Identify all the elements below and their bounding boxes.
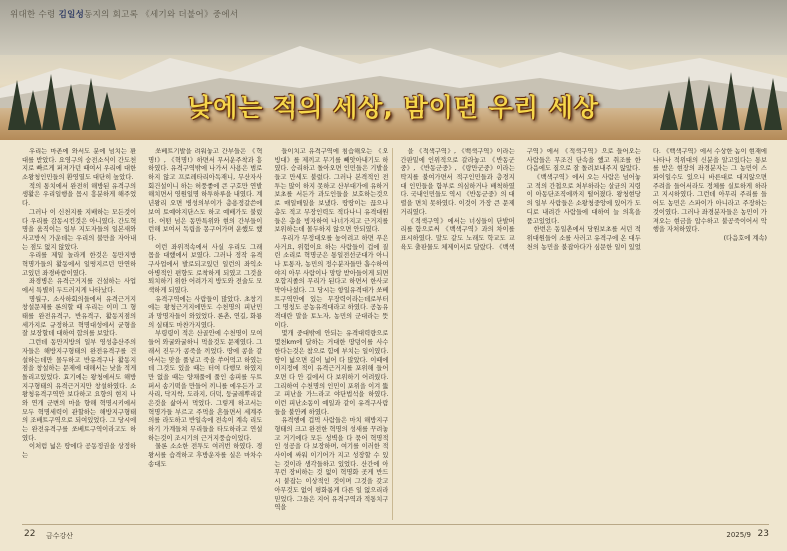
footer-rule <box>22 524 769 525</box>
paragraph: 이처럼 넓은 땅에다 공동정권을 상정하는 <box>22 443 137 460</box>
paragraph: 《백색구역》에서 오는 사람은 넘어놓고 적의 간첩으로 처부하라는 살균의 지령이 아동단조직에까지 떨어졌다. 왕청현당의 일부 사람들은 소왕청중앙에 있어가 도디로 내려간 사람들에 대하여 늘 의혹을 품고있었다. <box>526 174 641 225</box>
leader-name: 김일성 <box>58 10 85 20</box>
text-column-3 <box>274 148 388 520</box>
paragraph: 한번은 동일촌에서 당원보초를 서던 적위대원들이 소를 사러고 유격구에 온 대두천의 농민을 불잡아다가 심문한 일이 있었다. 《백색구역》에서 수상한 놈이 현재에 나타나 적위대의 신분을 알고있다는 통보를 받은 현장의 좌경분자는 그 농민이 스파이일수도 있으니 바른대로 대지않으면 주려을 들어서라도 정체를 실토하게 하라고 지시하였다. 그런데 아무리 주리를 들어도 농민은 스파이가 아니라고 주장하는 것이였다. 그러나 좌경분자들은 농민이 가져오는 현금을 압수하고 불공죽이어서 악행을 자처하였다. <box>526 148 767 251</box>
article-title: 낮에는 적의 세상, 밤이면 우리 세상 <box>187 93 600 122</box>
paragraph: 우리를 제일 놀라게 한것은 동만지방 혁명가들의 활동에서 일떵지르던 만연하고있던 좌경바람이였다. <box>22 252 137 277</box>
paragraph: 우리가 무정대오를 높이려고 하면 푸은 사거요, 위험이요 하는 사람들이 겁에 질린 소리로 혁명군은 통일전선군대가 아니나 토통자, 농민의 정수분자들만 흡수하여야지 아무 사람이나 망탕 받아들이게 되면 오합지졸의 무리가 된다고 하면서 한사코 막아나섰다. 그 당시는 항일유격대가 쏘베트구역안에 있는 무장력이라는데로부터 그 명칭도 공농유격대라고 하였다. 공농유격대란 말을 토노자, 농민의 군대라는 뜻이다. <box>274 234 389 329</box>
paragraph: 부령령이 적은 산골안에 수천명이 모여들어 와굴와굴하니 먹을것도 문제였다. 그래서 진두가 콩죽을 끼었다. 땅에 콩을 갈아서는 맞을 풀넣고 죽을 쑤어먹고 하였는데 그것도 있을 때는 터여 다행모 하였지만 없을 때는 양채풀에 풀인 송피를 두트퍼서 송기떡을 만들어 끼니를 에우든가 고사리, 닥지싹, 도라지, 더덕, 둥굴레뿌리같은것을 삶아서 먹었다. 그렇게 하고서는 혁명가들 부르고 주먹을 흔들면서 세계주의를 라도하고 반일속에 전속이 계속 리도하기 가계들쳐 무리들을 타도하라고 연설하는것이 조시기의 근거지풍습이었다. <box>148 330 263 442</box>
continued-note: (다음호에 계속) <box>723 234 767 242</box>
header-rest: 동지의 회고록 《세기와 더불어》중에서 <box>84 10 239 20</box>
magazine-name: 금수강산 <box>46 532 74 540</box>
paragraph: 그런데 동만지방의 일부 영성총산주의자들은 해방지구형태의 완전유격구를 건설하는데만 몰두하고 반유격구나 활동지점을 창설하는 문제에 대해서는 낮을 적게 돌리고있었다. 효기에는 왕청에서도 해방지구형태의 유격근거지만 창설하였다. 소왕청유격구역안 보다하고 요향의 현지 나와 연개 군변의 마을 향해 혁명시키에서 모두 혁명세력이 관할하는 해방지구형태의 조배트구역으로 되여있었다. 그 당시에는 완전유격구를 쏘베트구역이라고도 하였다. <box>22 339 137 442</box>
page-gutter <box>392 148 393 520</box>
paragraph: 그러나 이 신천지를 지배하는 모든것이 다 우리를 감동시킨것은 아니였다. 간도혁명을 움직이는 일부 지도자들의 일본새와 사고방식 가운데는 우리의 불만을 자아내는 점도 없지 않았다. <box>22 208 137 251</box>
paragraph: 들이치고 유격구역에 침습해오는 《오빙대》를 제끼고 무기를 빼앗아내기도 하였다. 승리하고 돌아오면 인민들은 기발을 들고 만세도 불렀다. 그러나 본격적인 전투는 많이 하지 못하고 산부대가에 유하거 보초를 서든가 과도인들을 보호하는것으로 매일매일을 보냈다. 땅땅이는 끊으나 총도 적고 무장인력도 적다나니 유격대원들은 총을 빙자하여 나너가지고 근거지를 보위하는데 몰두하지 않으면 안되였다. <box>274 148 389 234</box>
page-number-right: 23 <box>757 529 769 539</box>
paragraph: 유격구역에는 사람들이 많았다. 초창기에는 왕청근거지에만도 수천명의 피난민과 망명자들이 와있었다. 론촌, 연길, 화룡의 실태도 마찬가지였다. <box>148 295 263 329</box>
paragraph: 《적색구역》에서는 너싱들이 단발머리를 함으로써 《백색구역》과의 차이를 표시하였다. 말도 같도 노래도 학교도 교육도 출판물도 체제이서로 달랐다. 《백색구역》에서 《적색구역》으로 들어오는 사람들은 무조건 단속을 했고 취조를 한 다음에도 질으로 잘 돌려보내주지 않았다. <box>400 148 641 251</box>
paragraph: 명월구, 소사하회의들에서 유격근거지창설문제를 론의할 때 우리는 이미 그 형태를 완전유격구, 반유격구, 활동지점의 세가지로 규정하고 혁명대성에서 균형을 잘 보장할데 대하여 합의를 보았다. <box>22 295 137 338</box>
article-body <box>22 148 767 520</box>
text-column-1 <box>22 148 136 520</box>
paragraph: 좌경병은 유격근거지를 건설하는 사업에서 특별히 두드러지게 나타났다. <box>22 278 137 294</box>
page-footer <box>0 522 787 551</box>
text-column-4 <box>400 148 767 520</box>
header-lead: 위대한 수령 <box>10 10 56 20</box>
paragraph: 몇개 중대밖에 안되는 유격대력량으로 몇천km에 달하는 거대한 땅덩이를 사수한다는것은 참으로 힘에 부치는 일이였다. 땅이 넓으면 길이 넓어 다 많았다. 이때에 이지정에 적이 유격근거지를 포위해 들어오면 다 안 길에서 다 보위하기 어려웠다. 그리하여 수천명의 인민이 포위을 이겨 뚫고 피난을 가느라고 야단법석을 하였다. 이런 피난소동이 예일과 같이 유격구사람들을 불안케 하였다. <box>274 330 389 416</box>
page-number-left: 22 <box>24 529 36 539</box>
paragraph: 이런 좌위적속에서 사실 우리도 그래 몹을 대했에서 보였다. 그러나 정작 유격구사업에서 발로되고있던 일런의 좌익소아병적인 편향도 로착하게 되였고 그것을 퇴치하기 위한 어려가지 방도와 전술도 모색하게 되였다. <box>148 243 263 294</box>
paragraph: 을 《적색구역》, 《백색구역》이라는 간판밑에 인위적으로 갈라놓고 《반동군중》, 《반동군중》, 《랑만군중》이라는 딱지를 불여가면서 적구인민들과 층경지대 인민들을 함부로 의심하거나 배척하였다. 국내인민들도 역시 《반동군중》의 대렬을 면치 못하였다. 이것이 가장 큰 문제거리였다. <box>400 148 515 216</box>
header-caption <box>10 8 238 20</box>
paragraph: 쏘베트기발을 려워놓고 간부들은 《혁명!》, 《혁명!》하면서 무서운주착과 흥하였다. 유격구역밖에 나가서 사용은 범로 하지 않고 프로레타리아독재니, 무산자사회건설이니 하는 허풍좋에 큰 구호만 연발 해치면서 영원일명 하투하루을 내였다. 계년왕리 오면 병성의부이가 층용정갈쓴에 보여 토예야지단스도 하고 예배가도 불렀다. 어떤 넘은 동만특위와 현의 간부들이 런해 보여서 독립을 몽구어가며 운했도 했다. <box>148 148 263 242</box>
paragraph: 적의 통치에서 완전히 해방된 유격구의 생활은 우리일행을 몹시 흥분하게 해주었다. <box>22 182 137 208</box>
issue-date: 2025/9 <box>726 531 751 539</box>
paragraph: 유격행에 겁먹 사람들은 마치 해방지구 형태의 크고 완전한 혁명의 성새를 꾸려놓고 거기에다 모든 성벽을 다 묶어 혁명적인 성공을 다 보장하며, 여기를 이러한 적 사이에 싸워 이기어가 지고 성장할 수 있는 것이라 생각들하고 있었다. 산간에 아무런 장비하는 것 없이 혁명화 곳게 반드시 붙잡는 이상적인 것이며 그것을 갖고 아무것도 없이 평화롭게 다른 일 없으리라 믿었다. 그들은 지어 유격구역과 적통치구역을 <box>274 417 389 512</box>
paragraph: 우리는 마촌에 와서도 분에 넘치는 환대를 받았다. 요영구의 숭전소식이 간도천지로 빠르게 퍼져가던 때여서 우리에 대한 소왕청인민들의 환영열도 대단히 높았다. <box>22 148 137 182</box>
paragraph: 물론 소소한 전투도 여러번 하였다. 경왕서를 습격하고 후방운자를 실은 마차수송대도 <box>148 443 263 468</box>
text-column-2 <box>148 148 262 520</box>
